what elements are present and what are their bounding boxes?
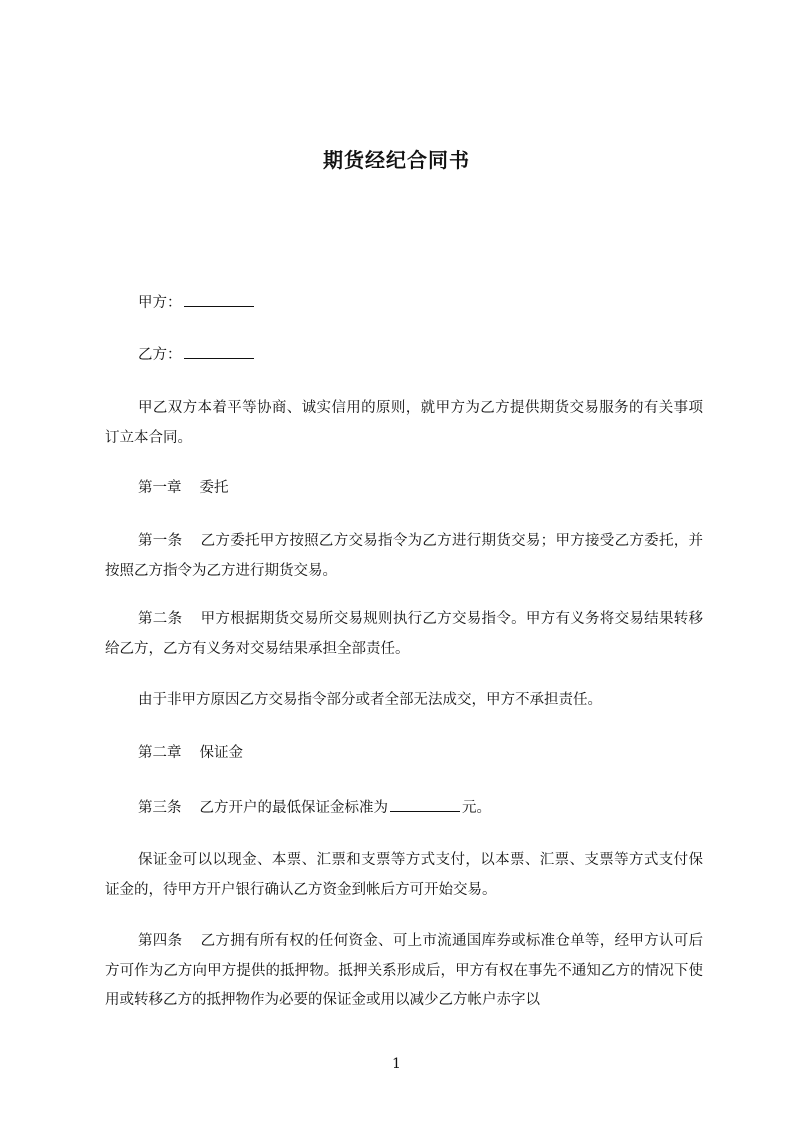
chapter-2-name: 保证金	[199, 745, 243, 761]
party-a-blank	[184, 292, 254, 307]
chapter-1-heading	[138, 478, 229, 498]
party-b-blank	[184, 344, 254, 359]
article-4-text: 乙方拥有所有权的任何资金、可上市流通国库券或标准仓单等，经甲方认可后方可作为乙方向甲方提供的抵押物。抵押关系形成后，甲方有权在事先不通知乙方的情况下使用或转移乙方的抵押物作为必要的保证金或用以减少乙方帐户赤字以	[105, 933, 704, 1008]
chapter-1-number: 第一章	[138, 480, 182, 496]
article-2-paragraph	[105, 605, 703, 664]
article-3-number: 第三条	[138, 800, 182, 816]
page-number: 1	[392, 1056, 401, 1072]
chapter-1-name: 委托	[199, 480, 229, 496]
party-b-line	[138, 344, 256, 365]
article-3-note: 保证金可以以现金、本票、汇票和支票等方式支付，以本票、汇票、支票等方式支付保证金的，待甲方开户银行确认乙方资金到帐后方可开始交易。	[105, 852, 703, 898]
deposit-amount-blank	[390, 797, 460, 812]
article-2-number: 第二条	[138, 611, 183, 627]
article-4-number: 第四条	[138, 933, 183, 949]
article-1-number: 第一条	[138, 533, 183, 549]
party-a-line	[138, 292, 256, 313]
document-title: 期货经纪合同书	[323, 148, 470, 172]
party-b-label: 乙方：	[138, 347, 182, 363]
chapter-2-heading	[138, 743, 243, 763]
article-3-paragraph	[138, 797, 491, 818]
party-a-label: 甲方：	[138, 295, 182, 311]
article-3-text-before: 乙方开户的最低保证金标准为	[199, 800, 388, 816]
article-2-note: 由于非甲方原因乙方交易指令部分或者全部无法成交，甲方不承担责任。	[138, 692, 602, 708]
article-1-text: 乙方委托甲方按照乙方交易指令为乙方进行期货交易；甲方接受乙方委托，并按照乙方指令为乙方进行期货交易。	[105, 533, 704, 579]
article-1-paragraph	[105, 527, 703, 586]
article-2-text: 甲方根据期货交易所交易规则执行乙方交易指令。甲方有义务将交易结果转移给乙方，乙方有义务对交易结果承担全部责任。	[105, 611, 704, 657]
article-4-paragraph	[105, 927, 703, 1016]
intro-paragraph: 甲乙双方本着平等协商、诚实信用的原则，就甲方为乙方提供期货交易服务的有关事项订立本合同。	[105, 400, 703, 446]
article-3-text-after: 元。	[462, 800, 491, 816]
chapter-2-number: 第二章	[138, 745, 182, 761]
